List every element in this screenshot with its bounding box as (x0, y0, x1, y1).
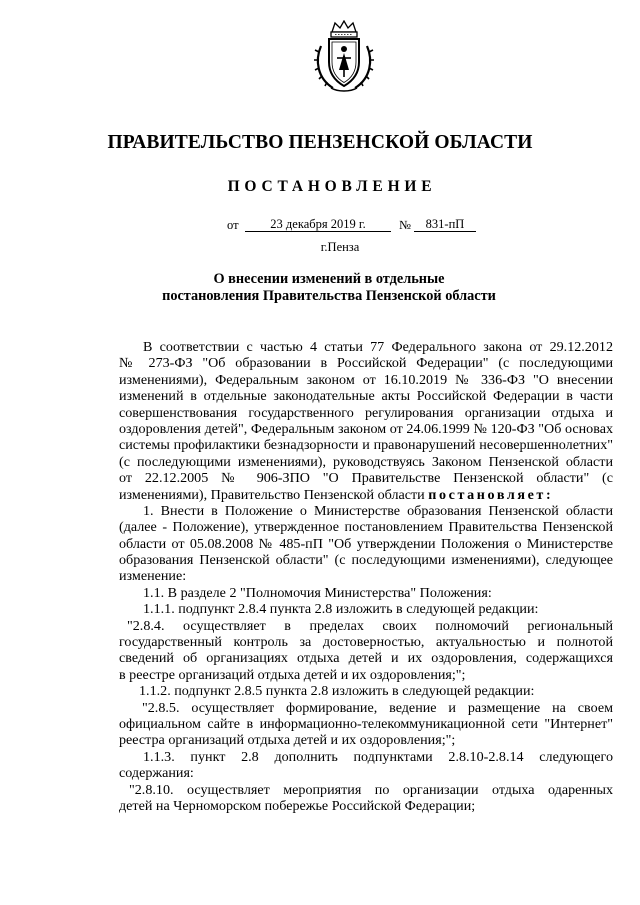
body-line: 1. Внести в Положение о Министерстве образования Пензенской области (143, 502, 613, 519)
body-line: области от 05.08.2008 № 485-пП "Об утверждении Положения о Министерстве (119, 535, 613, 552)
body-line: "2.8.4. осуществляет в пределах своих полномочий региональный (127, 617, 613, 634)
decree-word: постановляет: (428, 486, 554, 503)
body-line: "2.8.10. осуществляет мероприятия по организации отдыха одаренных (129, 781, 613, 798)
body-line: 1.1.2. подпункт 2.8.5 пункта 2.8 изложить в следующей редакции: (139, 683, 535, 700)
document-city: г.Пенза (320, 240, 360, 254)
body-line: изменений в отдельные законодательные акты Российской Федерации в части (119, 388, 613, 405)
body-line: 1.1.1. подпункт 2.8.4 пункта 2.8 изложить в следующей редакции: (143, 601, 539, 618)
subject-line: О внесении изменений в отдельные (213, 271, 445, 287)
subject-line: постановления Правительства Пензенской области (162, 288, 496, 304)
body-line: изменение: (119, 568, 187, 585)
document-body (119, 339, 613, 814)
body-line: содержания: (119, 765, 194, 782)
body-line: (с последующими изменениями), руководствуясь Законом Пензенской области (119, 453, 613, 470)
body-line: совершенствования государственного регулирования организации отдыха и (119, 404, 613, 421)
body-line: детей на Черноморском побережье Российской Федерации; (119, 797, 476, 814)
body-line: "2.8.5. осуществляет формирование, ведение и размещение на своем (142, 699, 613, 716)
document-type: ПОСТАНОВЛЕНИЕ (227, 178, 437, 195)
body-line: образования Пензенской области" (с последующими изменениями), следующее (119, 552, 613, 569)
body-line: государственный контроль за достоверностью, актуальностью и полнотой (119, 634, 613, 651)
body-line: изменениями), Правительство Пензенской области (119, 486, 425, 503)
body-line: в реестре организаций отдыха детей и их оздоровления;"; (119, 666, 466, 683)
body-line: официальном сайте в информационно-телекоммуникационной сети "Интернет" (119, 715, 613, 732)
number-prefix: № (399, 218, 411, 232)
document-number: 831-пП (414, 218, 476, 232)
document-subject (0, 271, 640, 305)
body-line: изменениями), Федеральным законом от 16.10.2019 № 336-ФЗ "О внесении (119, 371, 613, 388)
body-line: сведений об организациях отдыха детей и их оздоровления, содержащихся (119, 650, 613, 667)
body-line: 1.1.3. пункт 2.8 дополнить подпунктами 2.8.10-2.8.14 следующего (143, 748, 613, 765)
body-line: (далее - Положение), утвержденное постановлением Правительства Пензенской (119, 519, 613, 536)
body-line: системы профилактики безнадзорности и правонарушений несовершеннолетних" (119, 437, 613, 454)
government-title: ПРАВИТЕЛЬСТВО ПЕНЗЕНСКОЙ ОБЛАСТИ (107, 132, 533, 153)
body-line: 1.1. В разделе 2 "Полномочия Министерства" Положения: (143, 584, 492, 601)
date-prefix: от (227, 218, 239, 232)
body-line: от 22.12.2005 № 906-ЗПО "О Правительстве Пензенской области" (с (119, 470, 613, 487)
body-line-decree (119, 487, 613, 503)
body-line: В соответствии с частью 4 статьи 77 Федерального закона от 29.12.2012 (143, 339, 613, 355)
body-line: реестра организаций отдыха детей и их оздоровления;"; (119, 732, 456, 749)
body-line: оздоровления детей", Федеральным законом от 24.06.1999 № 120-ФЗ "Об основах (119, 420, 613, 437)
body-line: № 273-ФЗ "Об образовании в Российской Федерации" (с последующими (119, 355, 613, 372)
document-date: 23 декабря 2019 г. (245, 218, 391, 232)
penza-region-coat-of-arms-icon (313, 20, 375, 94)
